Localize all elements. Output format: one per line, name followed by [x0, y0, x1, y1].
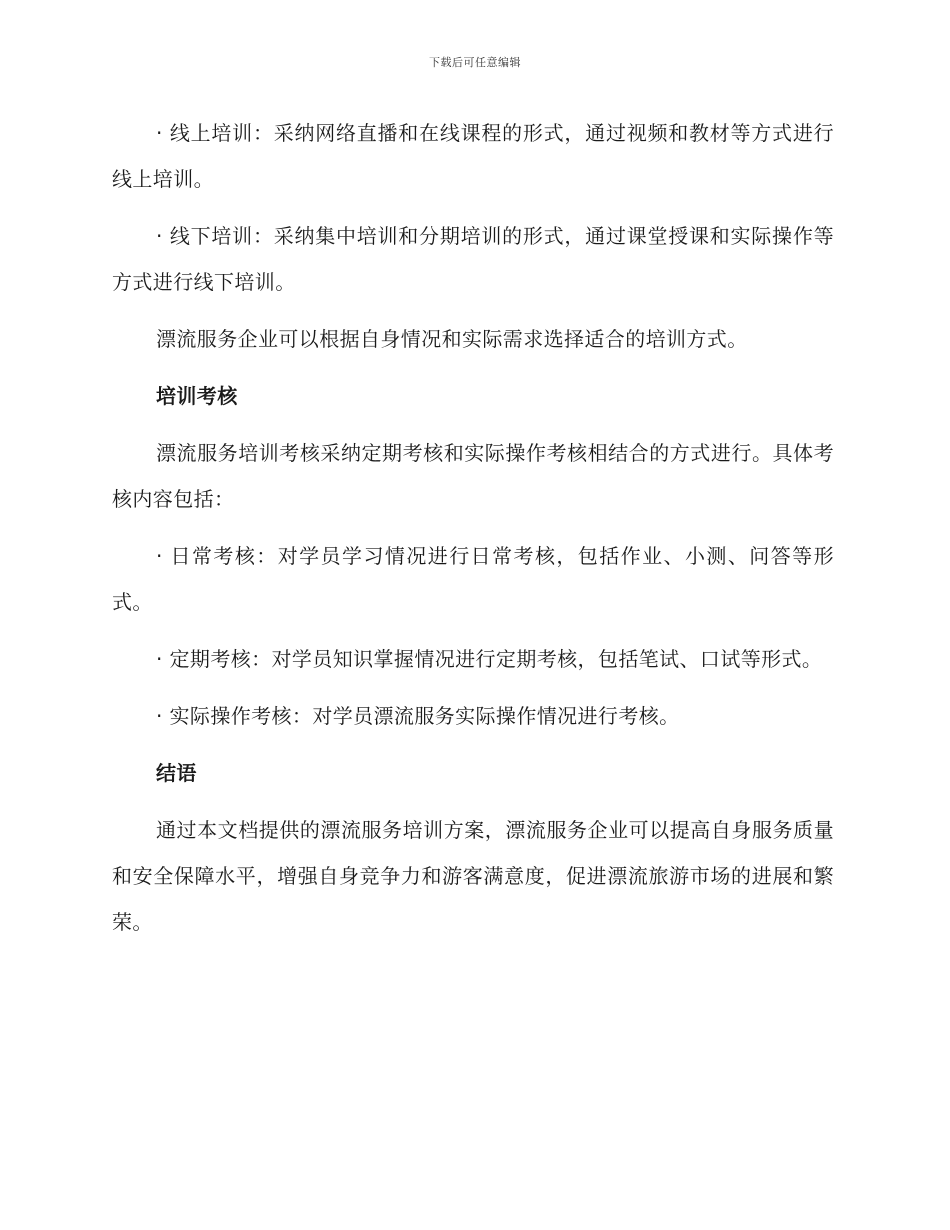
paragraph-conclusion: 通过本文档提供的漂流服务培训方案，漂流服务企业可以提高自身服务质量和安全保障水平，增强自身竞争力和游客满意度，促进漂流旅游市场的进展和繁荣。: [112, 818, 834, 934]
section-heading-assessment: 培训考核: [156, 384, 238, 408]
paragraph-periodic-assessment: · 定期考核：对学员知识掌握情况进行定期考核，包括笔试、口试等形式。: [156, 647, 823, 671]
paragraph-practical-assessment: · 实际操作考核：对学员漂流服务实际操作情况进行考核。: [156, 704, 680, 728]
section-heading-conclusion: 结语: [156, 761, 197, 785]
header-note: 下载后可任意编辑: [429, 56, 521, 69]
paragraph-assessment-intro: 漂流服务培训考核采纳定期考核和实际操作考核相结合的方式进行。具体考核内容包括：: [112, 441, 834, 511]
paragraph-daily-assessment: · 日常考核：对学员学习情况进行日常考核，包括作业、小测、问答等形式。: [112, 544, 834, 614]
paragraph-offline-training: · 线下培训：采纳集中培训和分期培训的形式，通过课堂授课和实际操作等方式进行线下培训。: [112, 224, 834, 294]
paragraph-training-choice: 漂流服务企业可以根据自身情况和实际需求选择适合的培训方式。: [156, 327, 748, 351]
paragraph-online-training: · 线上培训：采纳网络直播和在线课程的形式，通过视频和教材等方式进行线上培训。: [112, 121, 834, 191]
document-body: [112, 110, 834, 956]
